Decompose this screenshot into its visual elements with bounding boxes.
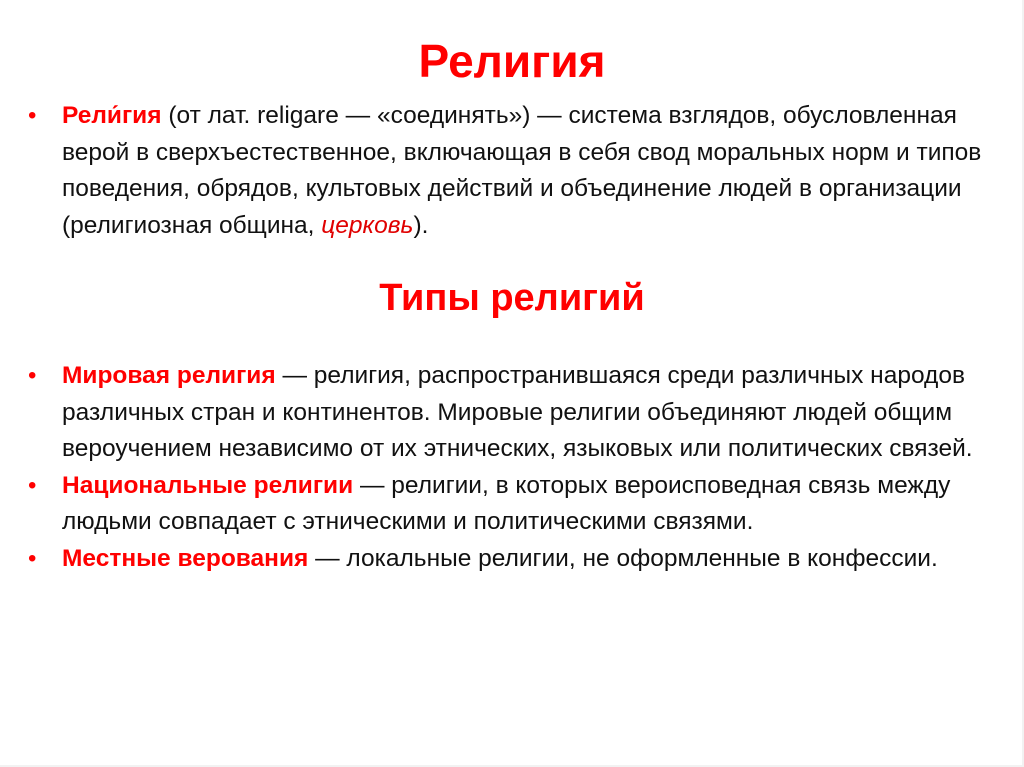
church-link[interactable]: церковь	[321, 211, 414, 239]
definition-text-end: ).	[413, 211, 429, 239]
type-term: Мировая религия	[62, 362, 276, 389]
slide-title: Религия	[418, 35, 606, 87]
bullet-icon: •	[28, 544, 37, 572]
list-item-local-beliefs	[28, 541, 988, 578]
definition-block	[28, 98, 988, 244]
bullet-icon: •	[28, 102, 37, 129]
type-term: Местные верования	[62, 544, 309, 572]
bullet-icon: •	[28, 471, 37, 499]
type-description: — религия, распространившаяся среди различных народов различных стран и континентов. Мировые религии объединяют людей общим вероучением независимо от их этнических, языковых или политических связей.	[62, 362, 973, 462]
type-description: — локальные религии, не оформленные в конфессии.	[308, 544, 938, 572]
religion-types-list	[28, 358, 988, 577]
definition-item	[28, 98, 988, 244]
definition-text: (от лат. religare — «соединять») — система взглядов, обусловленная верой в сверхъестественное, включающая в себя свод моральных норм и типов поведения, обрядов, культовых действий и объединение людей в организации (религиозная община,	[62, 102, 982, 239]
section-subtitle: Типы религий	[379, 277, 645, 319]
type-term: Национальные религии	[62, 471, 354, 499]
list-item-national-religions	[28, 468, 988, 541]
bullet-icon: •	[28, 362, 37, 389]
list-item-world-religion	[28, 358, 988, 468]
type-description: — религии, в которых вероисповедная связь между людьми совпадает с этническими и политическими связями.	[62, 471, 951, 535]
definition-term: Рели́гия	[62, 102, 162, 129]
